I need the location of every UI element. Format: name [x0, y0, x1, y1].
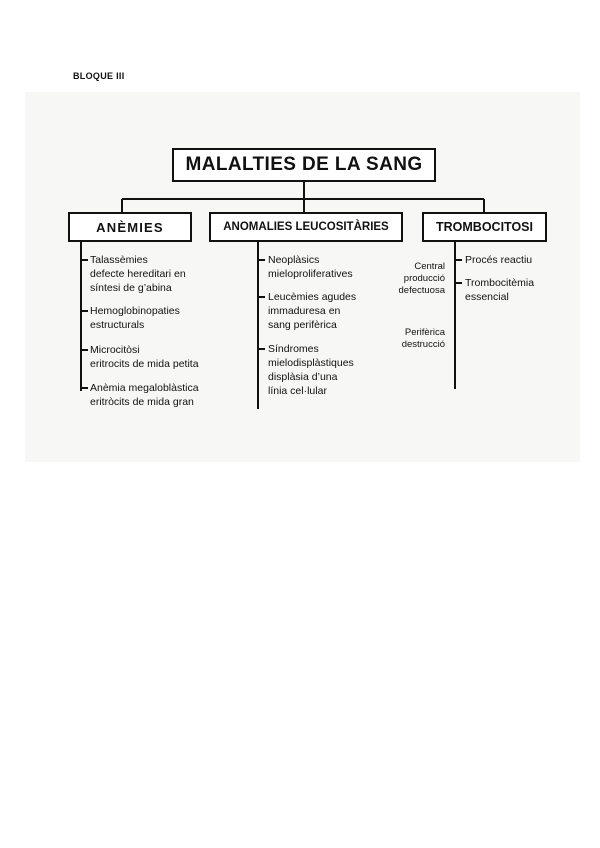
item-desc: estructurals: [90, 319, 145, 331]
anomalies-item-sindromes: [268, 342, 354, 398]
note-line: defectuosa: [398, 285, 445, 296]
category-anemies: ANÈMIES: [68, 212, 192, 242]
tromb-note-central: [399, 261, 445, 297]
note-line: destrucció: [401, 339, 445, 350]
item-title: Trombocitèmia: [465, 277, 535, 289]
item-desc: línia cel·lular: [268, 385, 327, 397]
category-anomalies-leucositaries: ANOMALIES LEUCOSITÀRIES: [209, 212, 403, 242]
item-title: Síndromes: [268, 343, 319, 355]
item-desc: displàsia d’una: [268, 371, 338, 383]
item-desc: eritrocits de mida petita: [90, 358, 199, 370]
anomalies-item-neoplasics: [268, 253, 353, 281]
note-line: producció: [403, 273, 445, 284]
item-title: Leucèmies agudes: [268, 291, 357, 303]
tromb-note-periferica: [402, 327, 445, 351]
item-title: Anèmia megaloblàstica: [90, 382, 199, 394]
item-title: Procés reactiu: [465, 254, 533, 266]
anemies-item-talassemies: [90, 253, 186, 295]
tromb-item-proces-reactiu: [465, 253, 532, 267]
item-title: Talassèmies: [90, 254, 148, 266]
page-header: BLOQUE III: [73, 71, 125, 81]
item-desc: mielodisplàstiques: [268, 357, 354, 369]
diagram-title: MALALTIES DE LA SANG: [172, 148, 436, 182]
item-desc: sang perifèrica: [268, 319, 337, 331]
item-desc: eritròcits de mida gran: [90, 396, 194, 408]
item-desc: síntesi de g’abina: [90, 282, 172, 294]
category-trombocitosi: TROMBOCITOSI: [422, 212, 547, 242]
item-title: Microcitòsi: [90, 344, 140, 356]
anemies-item-hemoglobinopaties: [90, 304, 180, 332]
item-desc: essencial: [465, 291, 509, 303]
note-line: Central: [414, 261, 445, 272]
note-line: Perifèrica: [404, 327, 445, 338]
item-desc: mieloproliferatives: [268, 268, 353, 280]
tromb-item-trombocitemia: [465, 276, 534, 304]
anomalies-item-leucemies-agudes: [268, 290, 356, 332]
anemies-item-anemia-megaloblastica: [90, 381, 199, 409]
item-title: Hemoglobinopaties: [90, 305, 180, 317]
item-title: Neoplàsics: [268, 254, 320, 266]
item-desc: defecte hereditari en: [90, 268, 186, 280]
item-desc: immaduresa en: [268, 305, 341, 317]
anemies-item-microcitosi: [90, 343, 199, 371]
